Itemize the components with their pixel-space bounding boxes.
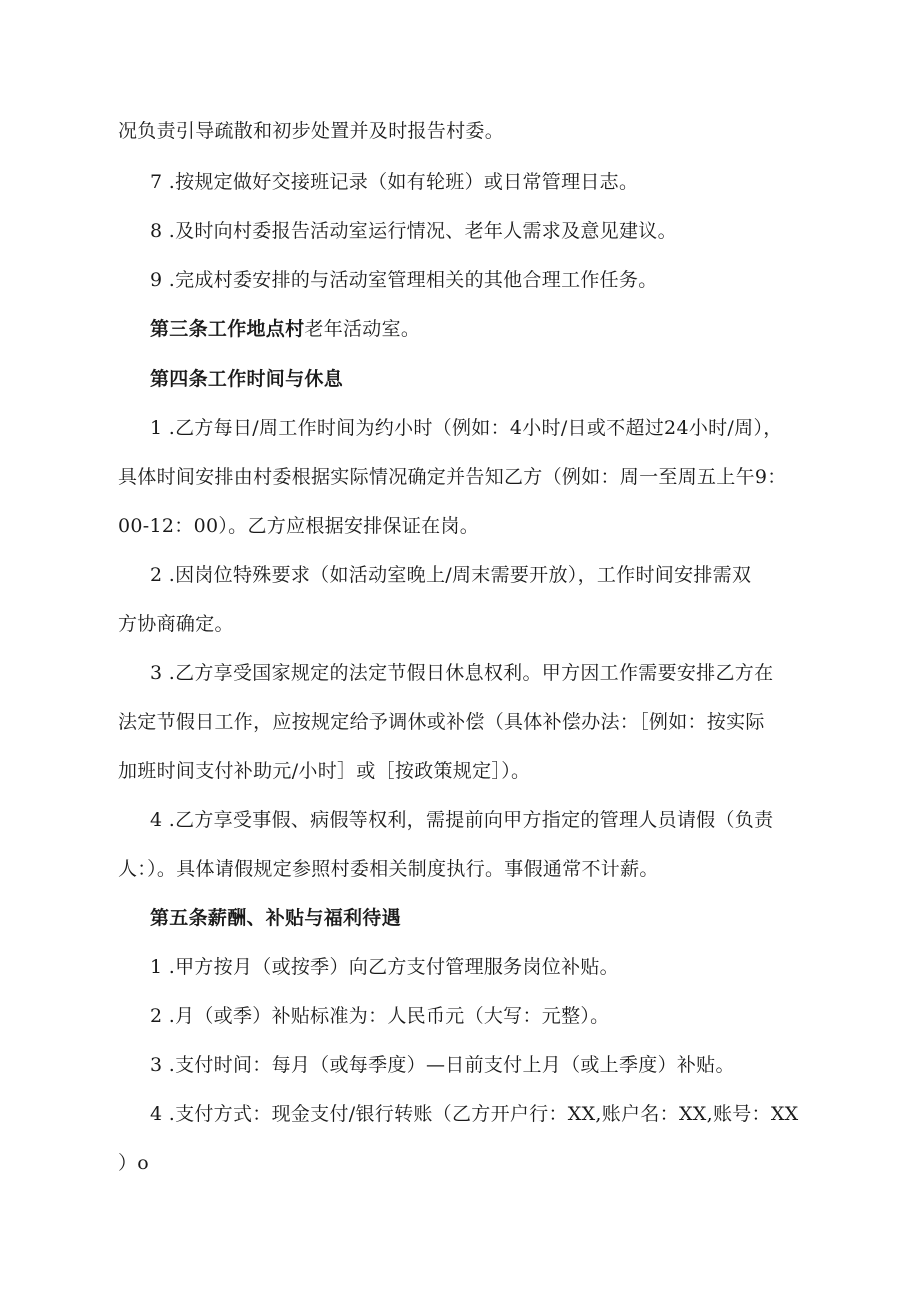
list-item-9: 9 .完成村委安排的与活动室管理相关的其他合理工作任务。	[150, 269, 658, 291]
paragraph-line: 法定节假日工作，应按规定给予调休或补偿（具体补偿办法：［例如：按实际	[118, 711, 765, 733]
paragraph-line: 1 .乙方每日/周工作时间为约小时（例如：4小时/日或不超过24小时/周），	[150, 417, 783, 439]
article-3-title: 第三条工作地点村	[150, 318, 305, 340]
article-3-location: 老年活动室。	[304, 318, 421, 340]
paragraph-line: 人：）。具体请假规定参照村委相关制度执行。事假通常不计薪。	[118, 858, 659, 880]
paragraph-line: 方协商确定。	[118, 613, 234, 635]
paragraph-line: 具体时间安排由村委根据实际情况确定并告知乙方（例如：周一至周五上午9：	[118, 466, 787, 488]
list-item-8: 8 .及时向村委报告活动室运行情况、老年人需求及意见建议。	[150, 220, 677, 242]
article-5-heading: 第五条薪酬、补贴与福利待遇	[150, 907, 401, 929]
paragraph-line: 3 .支付时间：每月（或每季度）—日前支付上月（或上季度）补贴。	[150, 1054, 735, 1076]
paragraph-line: 00-12：00）。乙方应根据安排保证在岗。	[118, 515, 480, 537]
article-4-heading: 第四条工作时间与休息	[150, 368, 344, 390]
paragraph-line: ）o	[118, 1152, 150, 1174]
list-item-7: 7 .按规定做好交接班记录（如有轮班）或日常管理日志。	[150, 171, 639, 193]
paragraph-line: 4 .乙方享受事假、病假等权利，需提前向甲方指定的管理人员请假（负责	[150, 809, 774, 831]
paragraph-line: 3 .乙方享受国家规定的法定节假日休息权利。甲方因工作需要安排乙方在	[150, 662, 774, 684]
paragraph-line: 2 .因岗位特殊要求（如活动室晚上/周末需要开放），工作时间安排需双	[150, 564, 752, 586]
paragraph-line: 1 .甲方按月（或按季）向乙方支付管理服务岗位补贴。	[150, 956, 619, 978]
paragraph-line: 2 .月（或季）补贴标准为：人民币元（大写：元整）。	[150, 1005, 610, 1027]
paragraph-line: 加班时间支付补助元/小时］或［按政策规定］）。	[118, 760, 531, 782]
paragraph-line: 况负责引导疏散和初步处置并及时报告村委。	[118, 120, 505, 142]
paragraph-line: 4 .支付方式：现金支付/银行转账（乙方开户行：XX,账户名：XX,账号：XX	[150, 1103, 799, 1125]
article-3-heading	[150, 316, 420, 342]
